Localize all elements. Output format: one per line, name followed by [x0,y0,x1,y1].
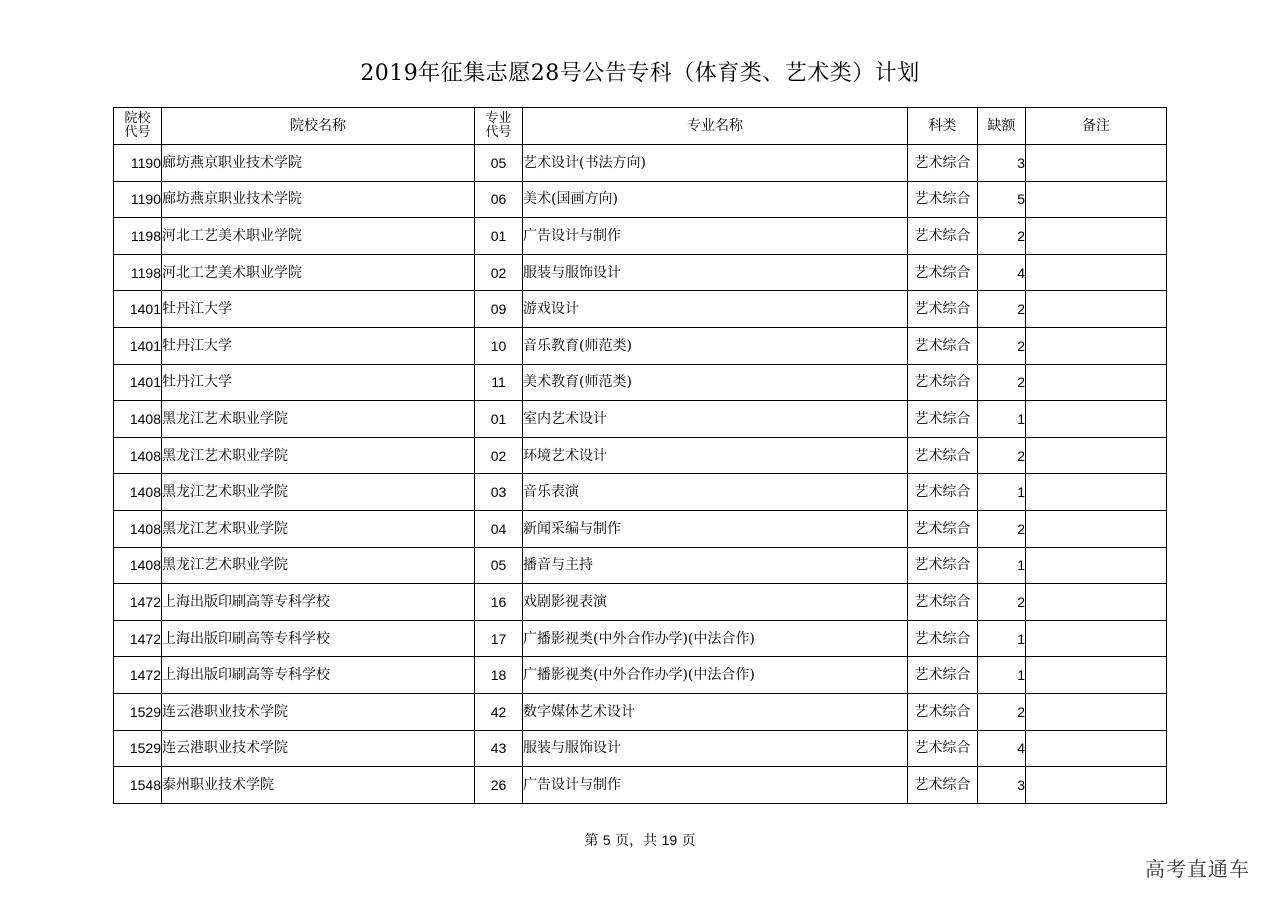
cell-major-name: 环境艺术设计 [523,437,908,474]
cell-school-name: 上海出版印刷高等专科学校 [162,584,475,621]
footer-middle: 页，共 [615,833,658,849]
table-row [114,584,1167,621]
table-row [114,401,1167,438]
cell-vacancy: 2 [978,584,1026,621]
cell-school-code: 1190 [114,181,162,218]
cell-major-name: 数字媒体艺术设计 [523,693,908,730]
cell-category: 艺术综合 [908,291,978,328]
header-remarks: 备注 [1026,108,1167,145]
cell-category: 艺术综合 [908,437,978,474]
cell-school-code: 1472 [114,584,162,621]
cell-major-name: 音乐表演 [523,474,908,511]
cell-vacancy: 4 [978,730,1026,767]
cell-remarks [1026,291,1167,328]
cell-school-code: 1190 [114,145,162,182]
cell-category: 艺术综合 [908,547,978,584]
cell-category: 艺术综合 [908,620,978,657]
cell-major-name: 新闻采编与制作 [523,510,908,547]
cell-school-name: 上海出版印刷高等专科学校 [162,657,475,694]
cell-remarks [1026,364,1167,401]
cell-remarks [1026,327,1167,364]
cell-major-name: 服装与服饰设计 [523,730,908,767]
cell-school-code: 1529 [114,730,162,767]
cell-category: 艺术综合 [908,693,978,730]
table-row [114,620,1167,657]
cell-category: 艺术综合 [908,254,978,291]
cell-school-code: 1408 [114,547,162,584]
cell-major-code: 06 [475,181,523,218]
table-row [114,218,1167,255]
cell-major-code: 17 [475,620,523,657]
cell-major-code: 01 [475,218,523,255]
table-row [114,327,1167,364]
cell-vacancy: 1 [978,657,1026,694]
cell-vacancy: 2 [978,364,1026,401]
cell-school-name: 黑龙江艺术职业学院 [162,547,475,584]
cell-vacancy: 1 [978,620,1026,657]
cell-school-code: 1529 [114,693,162,730]
cell-category: 艺术综合 [908,218,978,255]
cell-remarks [1026,620,1167,657]
cell-category: 艺术综合 [908,510,978,547]
cell-category: 艺术综合 [908,145,978,182]
page-footer [0,830,1280,850]
cell-major-code: 02 [475,437,523,474]
cell-remarks [1026,730,1167,767]
cell-school-name: 连云港职业技术学院 [162,730,475,767]
cell-remarks [1026,254,1167,291]
cell-category: 艺术综合 [908,657,978,694]
cell-category: 艺术综合 [908,401,978,438]
table-row [114,181,1167,218]
cell-remarks [1026,693,1167,730]
cell-category: 艺术综合 [908,181,978,218]
cell-major-name: 音乐教育(师范类) [523,327,908,364]
cell-school-name: 廊坊燕京职业技术学院 [162,145,475,182]
cell-vacancy: 5 [978,181,1026,218]
cell-vacancy: 3 [978,145,1026,182]
cell-category: 艺术综合 [908,767,978,804]
table-body [114,145,1167,804]
cell-school-name: 泰州职业技术学院 [162,767,475,804]
cell-vacancy: 2 [978,510,1026,547]
table-row [114,693,1167,730]
cell-school-code: 1401 [114,364,162,401]
cell-major-code: 16 [475,584,523,621]
cell-remarks [1026,401,1167,438]
cell-major-name: 艺术设计(书法方向) [523,145,908,182]
cell-major-code: 01 [475,401,523,438]
cell-remarks [1026,474,1167,511]
cell-category: 艺术综合 [908,327,978,364]
table-row [114,547,1167,584]
enrollment-plan-table [113,107,1167,804]
table-row [114,767,1167,804]
cell-remarks [1026,218,1167,255]
cell-category: 艺术综合 [908,474,978,511]
cell-vacancy: 2 [978,291,1026,328]
cell-major-code: 03 [475,474,523,511]
cell-major-code: 11 [475,364,523,401]
cell-remarks [1026,510,1167,547]
table-row [114,510,1167,547]
header-school-code: 院校 代号 [114,108,162,145]
cell-school-name: 黑龙江艺术职业学院 [162,437,475,474]
table-row [114,254,1167,291]
page-title: 2019年征集志愿28号公告专科（体育类、艺术类）计划 [360,61,920,86]
cell-remarks [1026,181,1167,218]
cell-school-name: 黑龙江艺术职业学院 [162,510,475,547]
cell-category: 艺术综合 [908,730,978,767]
header-category: 科类 [908,108,978,145]
cell-school-code: 1548 [114,767,162,804]
cell-category: 艺术综合 [908,364,978,401]
cell-major-name: 播音与主持 [523,547,908,584]
table-row [114,291,1167,328]
cell-major-code: 05 [475,145,523,182]
cell-major-code: 43 [475,730,523,767]
cell-school-code: 1408 [114,474,162,511]
cell-school-name: 牡丹江大学 [162,364,475,401]
table-row [114,437,1167,474]
table-header-row [114,108,1167,145]
footer-suffix: 页 [681,833,696,849]
table-row [114,474,1167,511]
cell-school-name: 河北工艺美术职业学院 [162,218,475,255]
cell-vacancy: 1 [978,474,1026,511]
cell-school-code: 1408 [114,401,162,438]
cell-vacancy: 3 [978,767,1026,804]
cell-vacancy: 2 [978,218,1026,255]
cell-school-name: 上海出版印刷高等专科学校 [162,620,475,657]
cell-school-name: 连云港职业技术学院 [162,693,475,730]
cell-school-code: 1401 [114,291,162,328]
header-major-name: 专业名称 [523,108,908,145]
cell-school-code: 1472 [114,620,162,657]
header-school-name: 院校名称 [162,108,475,145]
cell-school-name: 黑龙江艺术职业学院 [162,401,475,438]
cell-vacancy: 1 [978,547,1026,584]
table-row [114,145,1167,182]
footer-page-number: 5 [602,832,611,848]
cell-school-code: 1408 [114,437,162,474]
cell-major-name: 广告设计与制作 [523,218,908,255]
cell-vacancy: 2 [978,437,1026,474]
cell-school-name: 河北工艺美术职业学院 [162,254,475,291]
cell-remarks [1026,767,1167,804]
cell-major-name: 广告设计与制作 [523,767,908,804]
cell-vacancy: 4 [978,254,1026,291]
cell-major-name: 美术(国画方向) [523,181,908,218]
footer-total-pages: 19 [661,832,678,848]
cell-major-code: 18 [475,657,523,694]
cell-remarks [1026,584,1167,621]
cell-school-name: 牡丹江大学 [162,327,475,364]
cell-major-name: 游戏设计 [523,291,908,328]
cell-school-code: 1198 [114,254,162,291]
cell-vacancy: 2 [978,327,1026,364]
cell-major-code: 10 [475,327,523,364]
footer-prefix: 第 [584,833,599,849]
cell-school-code: 1198 [114,218,162,255]
cell-school-name: 廊坊燕京职业技术学院 [162,181,475,218]
cell-remarks [1026,437,1167,474]
cell-school-name: 牡丹江大学 [162,291,475,328]
header-vacancy: 缺额 [978,108,1026,145]
cell-school-code: 1472 [114,657,162,694]
table-row [114,657,1167,694]
cell-remarks [1026,145,1167,182]
cell-school-code: 1408 [114,510,162,547]
cell-major-code: 42 [475,693,523,730]
cell-major-code: 02 [475,254,523,291]
cell-major-name: 戏剧影视表演 [523,584,908,621]
cell-major-code: 04 [475,510,523,547]
cell-major-name: 服装与服饰设计 [523,254,908,291]
header-major-code: 专业 代号 [475,108,523,145]
cell-major-name: 广播影视类(中外合作办学)(中法合作) [523,657,908,694]
cell-major-code: 09 [475,291,523,328]
cell-school-code: 1401 [114,327,162,364]
cell-vacancy: 2 [978,693,1026,730]
table-row [114,730,1167,767]
cell-school-name: 黑龙江艺术职业学院 [162,474,475,511]
cell-category: 艺术综合 [908,584,978,621]
cell-major-code: 26 [475,767,523,804]
cell-major-code: 05 [475,547,523,584]
cell-vacancy: 1 [978,401,1026,438]
cell-remarks [1026,547,1167,584]
table-row [114,364,1167,401]
watermark: 高考直通车 [1145,857,1250,881]
cell-remarks [1026,657,1167,694]
cell-major-name: 广播影视类(中外合作办学)(中法合作) [523,620,908,657]
cell-major-name: 室内艺术设计 [523,401,908,438]
cell-major-name: 美术教育(师范类) [523,364,908,401]
